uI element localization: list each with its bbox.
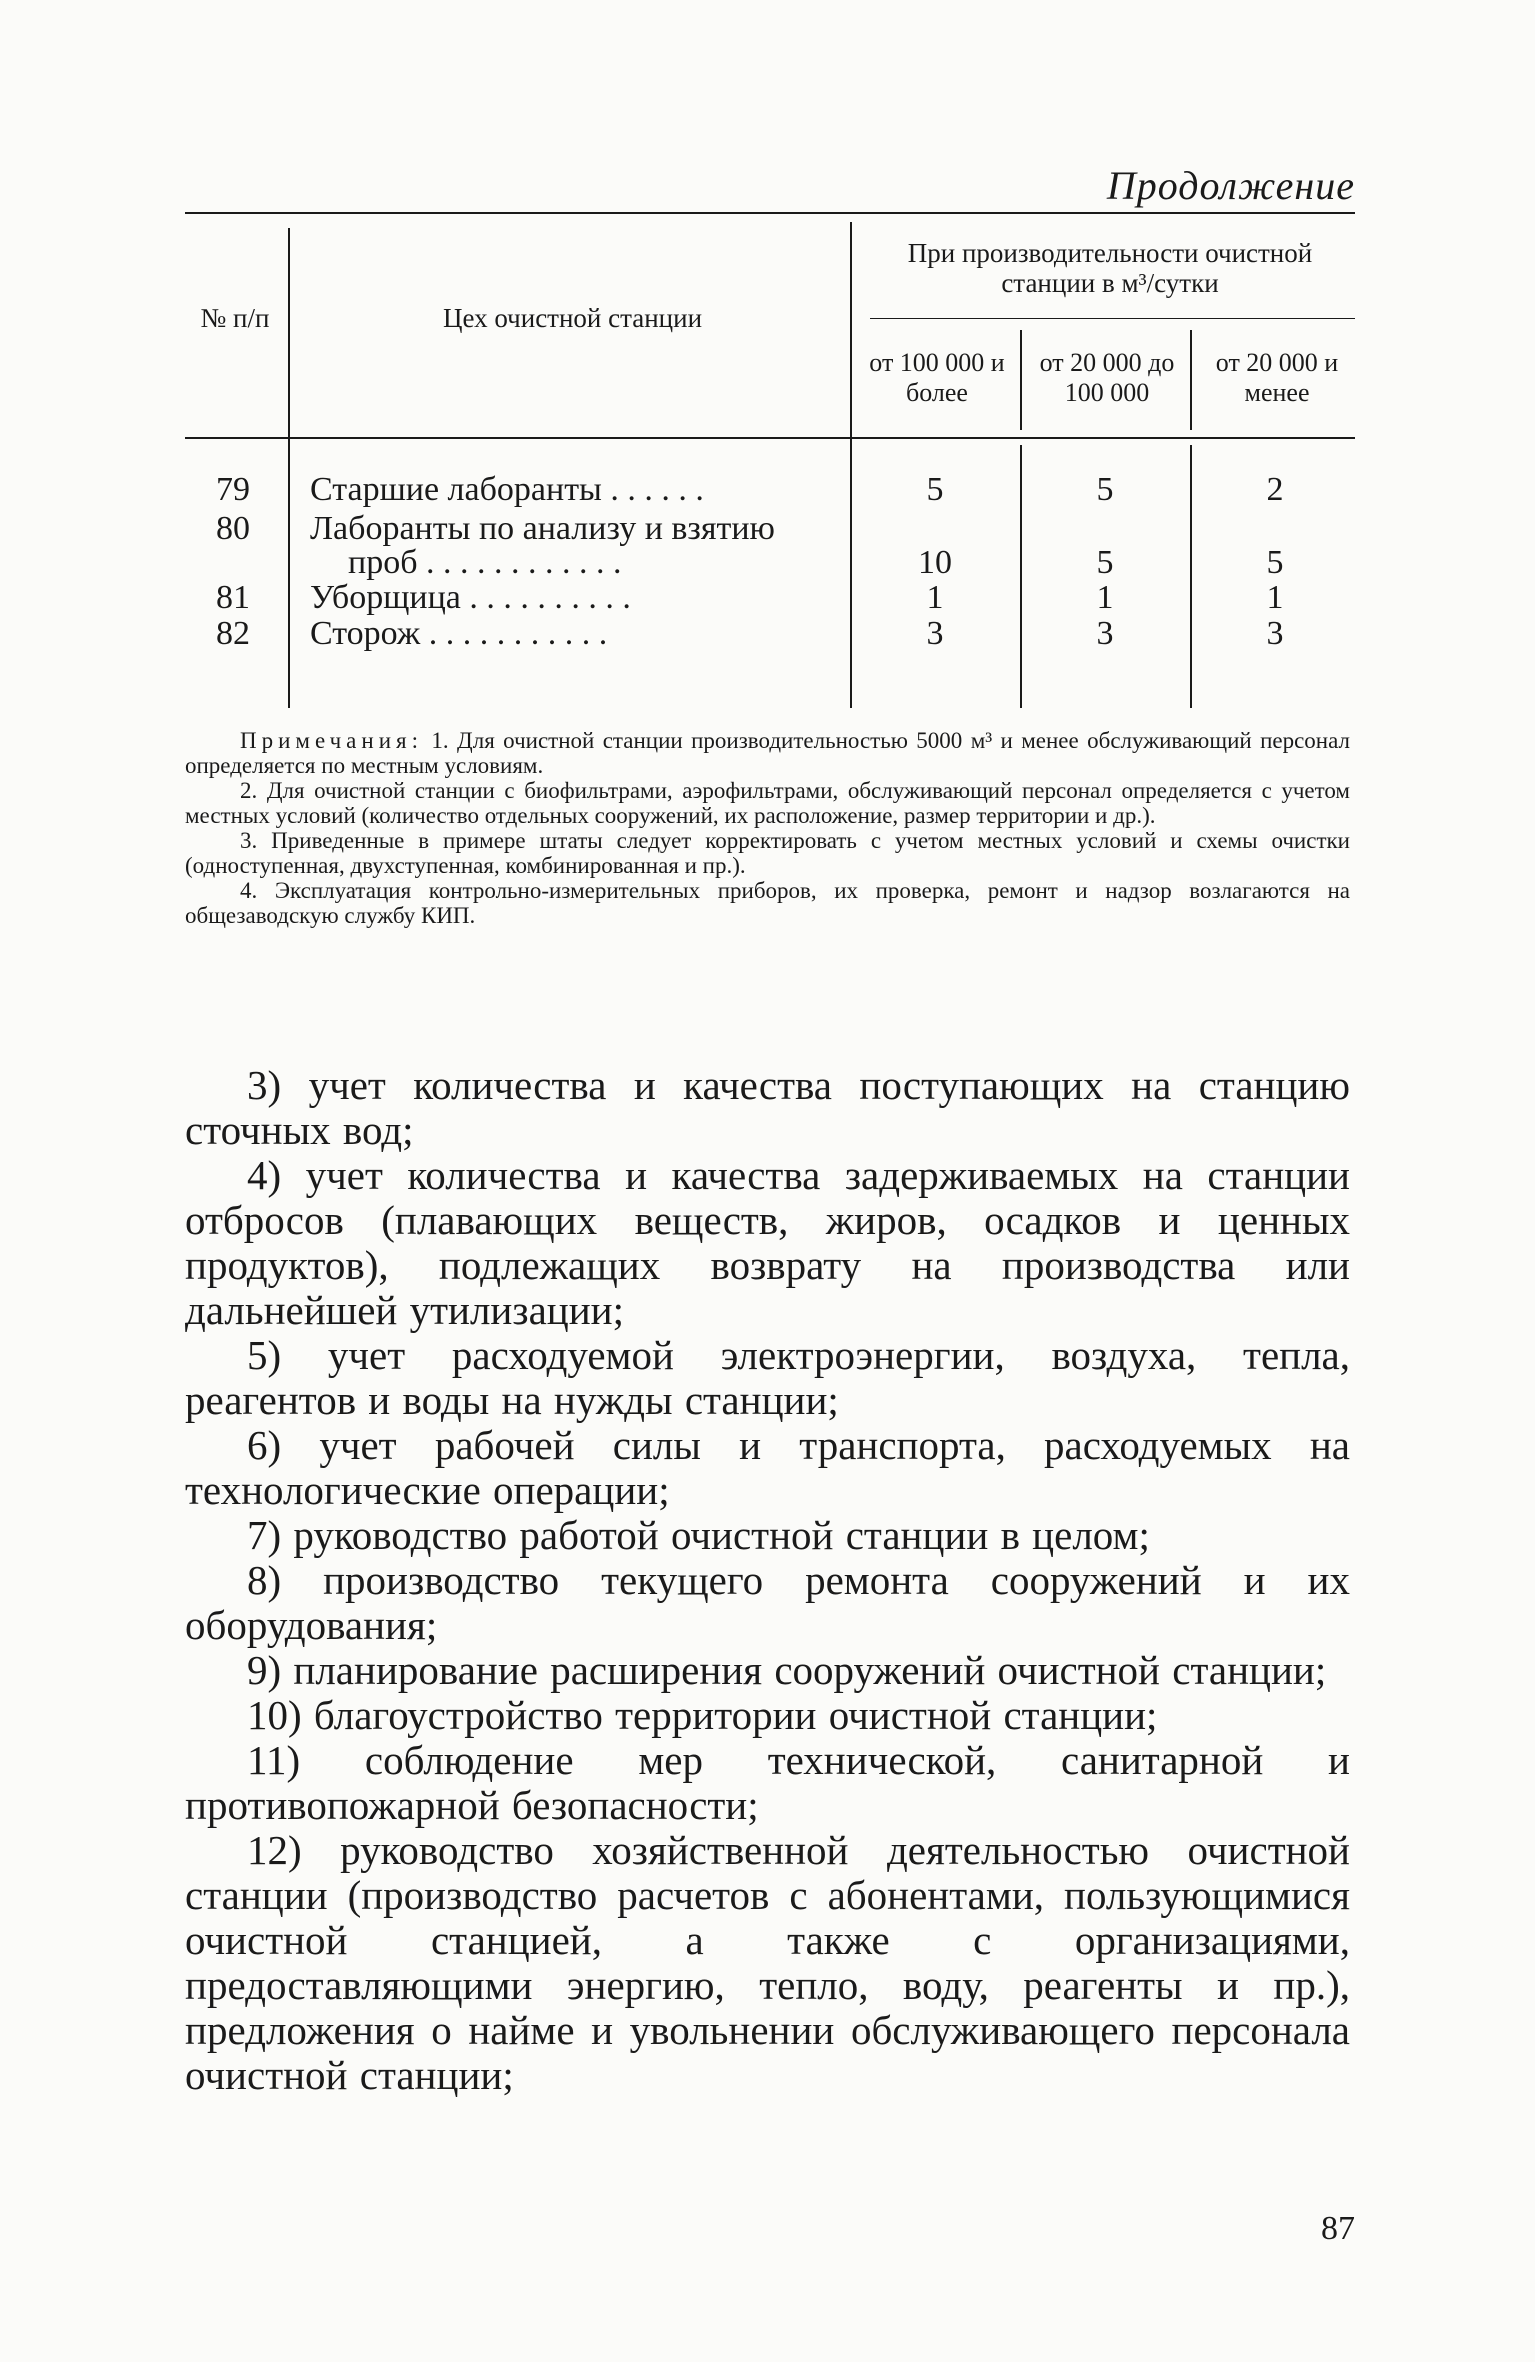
header-num: № п/п xyxy=(200,303,270,333)
table-col-divider-4 xyxy=(1190,330,1192,430)
note-1-text: 1. Для очистной станции производительностью 5000 м³ и менее обслуживающий персонал определяется по местным условиям. xyxy=(185,728,1350,778)
row-80-name-line1: Лаборанты по анализу и взятию xyxy=(310,510,775,547)
header-capacity-group: При производительности очистной станции в м³/сутки xyxy=(907,238,1313,298)
list-item: 9) планирование расширения сооружений очистной станции; xyxy=(247,1647,1327,1693)
table-col-divider-1 xyxy=(288,228,290,708)
row-79-v3: 2 xyxy=(1266,471,1284,508)
note-4: 4. Эксплуатация контрольно-измерительных приборов, их проверка, ремонт и надзор возлагаются на общезаводскую службу КИП. xyxy=(185,878,1350,928)
continuation-label: Продолжение xyxy=(1106,163,1355,208)
list-item: 5) учет расходуемой электроэнергии, воздуха, тепла, реагентов и воды на нужды станции; xyxy=(185,1332,1350,1423)
table-header-rule xyxy=(185,437,1355,439)
header-shop: Цех очистной станции xyxy=(442,303,703,333)
row-81-num: 81 xyxy=(216,579,250,616)
row-80-v2: 5 xyxy=(1096,544,1114,581)
note-3: 3. Приведенные в примере штаты следует корректировать с учетом местных условий и схемы очистки (одноступенная, двухступенная, комбинированная и пр.). xyxy=(185,828,1350,878)
duties-list xyxy=(185,1063,1350,2098)
list-item: 4) учет количества и качества задерживаемых на станции отбросов (плавающих веществ, жиров, осадков и ценных продуктов), подлежащих возврату на производства или дальнейшей утилизации; xyxy=(185,1152,1350,1333)
list-item: 6) учет рабочей силы и транспорта, расходуемых на технологические операции; xyxy=(185,1422,1350,1513)
table-notes xyxy=(185,728,1350,928)
row-79-v1: 5 xyxy=(926,471,944,508)
row-82-v3: 3 xyxy=(1266,615,1284,652)
list-item: 3) учет количества и качества поступающих на станцию сточных вод; xyxy=(185,1062,1350,1153)
list-item: 8) производство текущего ремонта сооружений и их оборудования; xyxy=(185,1557,1350,1648)
row-79-v2: 5 xyxy=(1096,471,1114,508)
table-col-divider-3 xyxy=(1020,330,1022,430)
header-col3: от 20 000 и менее xyxy=(1215,348,1339,407)
list-item: 10) благоустройство территории очистной станции; xyxy=(247,1692,1158,1738)
group-header-rule xyxy=(870,318,1355,319)
list-item: 12) руководство хозяйственной деятельностью очистной станции (производство расчетов с абонентами, пользующимися очистной станцией, а также с организациями, предоставляющими энергию, тепло, воду, реагенты и пр.), предложения о найме и увольнении обслуживающего персонала очистной станции; xyxy=(185,1827,1350,2098)
row-80-v1: 10 xyxy=(918,544,952,581)
row-81-v1: 1 xyxy=(926,579,944,616)
row-82-name: Сторож . . . . . . . . . . . xyxy=(310,615,608,652)
row-81-name: Уборщица . . . . . . . . . . xyxy=(310,579,631,616)
table-col-divider-2 xyxy=(850,222,852,708)
row-79-name: Старшие лаборанты . . . . . . xyxy=(310,471,704,508)
list-item: 7) руководство работой очистной станции в целом; xyxy=(247,1512,1150,1558)
table-top-rule xyxy=(185,212,1355,214)
row-80-name-line2: проб . . . . . . . . . . . . xyxy=(348,544,622,581)
notes-label: Примечания: xyxy=(240,728,423,753)
row-82-num: 82 xyxy=(216,615,250,652)
list-item: 11) соблюдение мер технической, санитарной и противопожарной безопасности; xyxy=(185,1737,1350,1828)
row-80-num: 80 xyxy=(216,510,250,547)
header-col1: от 100 000 и более xyxy=(869,348,1005,407)
row-82-v2: 3 xyxy=(1096,615,1114,652)
header-col2: от 20 000 до 100 000 xyxy=(1039,348,1175,407)
row-79-num: 79 xyxy=(216,471,250,508)
row-81-v3: 1 xyxy=(1266,579,1284,616)
table-col-divider-3b xyxy=(1020,445,1022,708)
row-82-v1: 3 xyxy=(926,615,944,652)
table-col-divider-4b xyxy=(1190,445,1192,708)
note-1 xyxy=(185,728,1350,778)
row-80-v3: 5 xyxy=(1266,544,1284,581)
note-2: 2. Для очистной станции с биофильтрами, аэрофильтрами, обслуживающий персонал определяется с учетом местных условий (количество отдельных сооружений, их расположение, размер территории и др.). xyxy=(185,778,1350,828)
page-number: 87 xyxy=(1321,2210,1355,2247)
row-81-v2: 1 xyxy=(1096,579,1114,616)
